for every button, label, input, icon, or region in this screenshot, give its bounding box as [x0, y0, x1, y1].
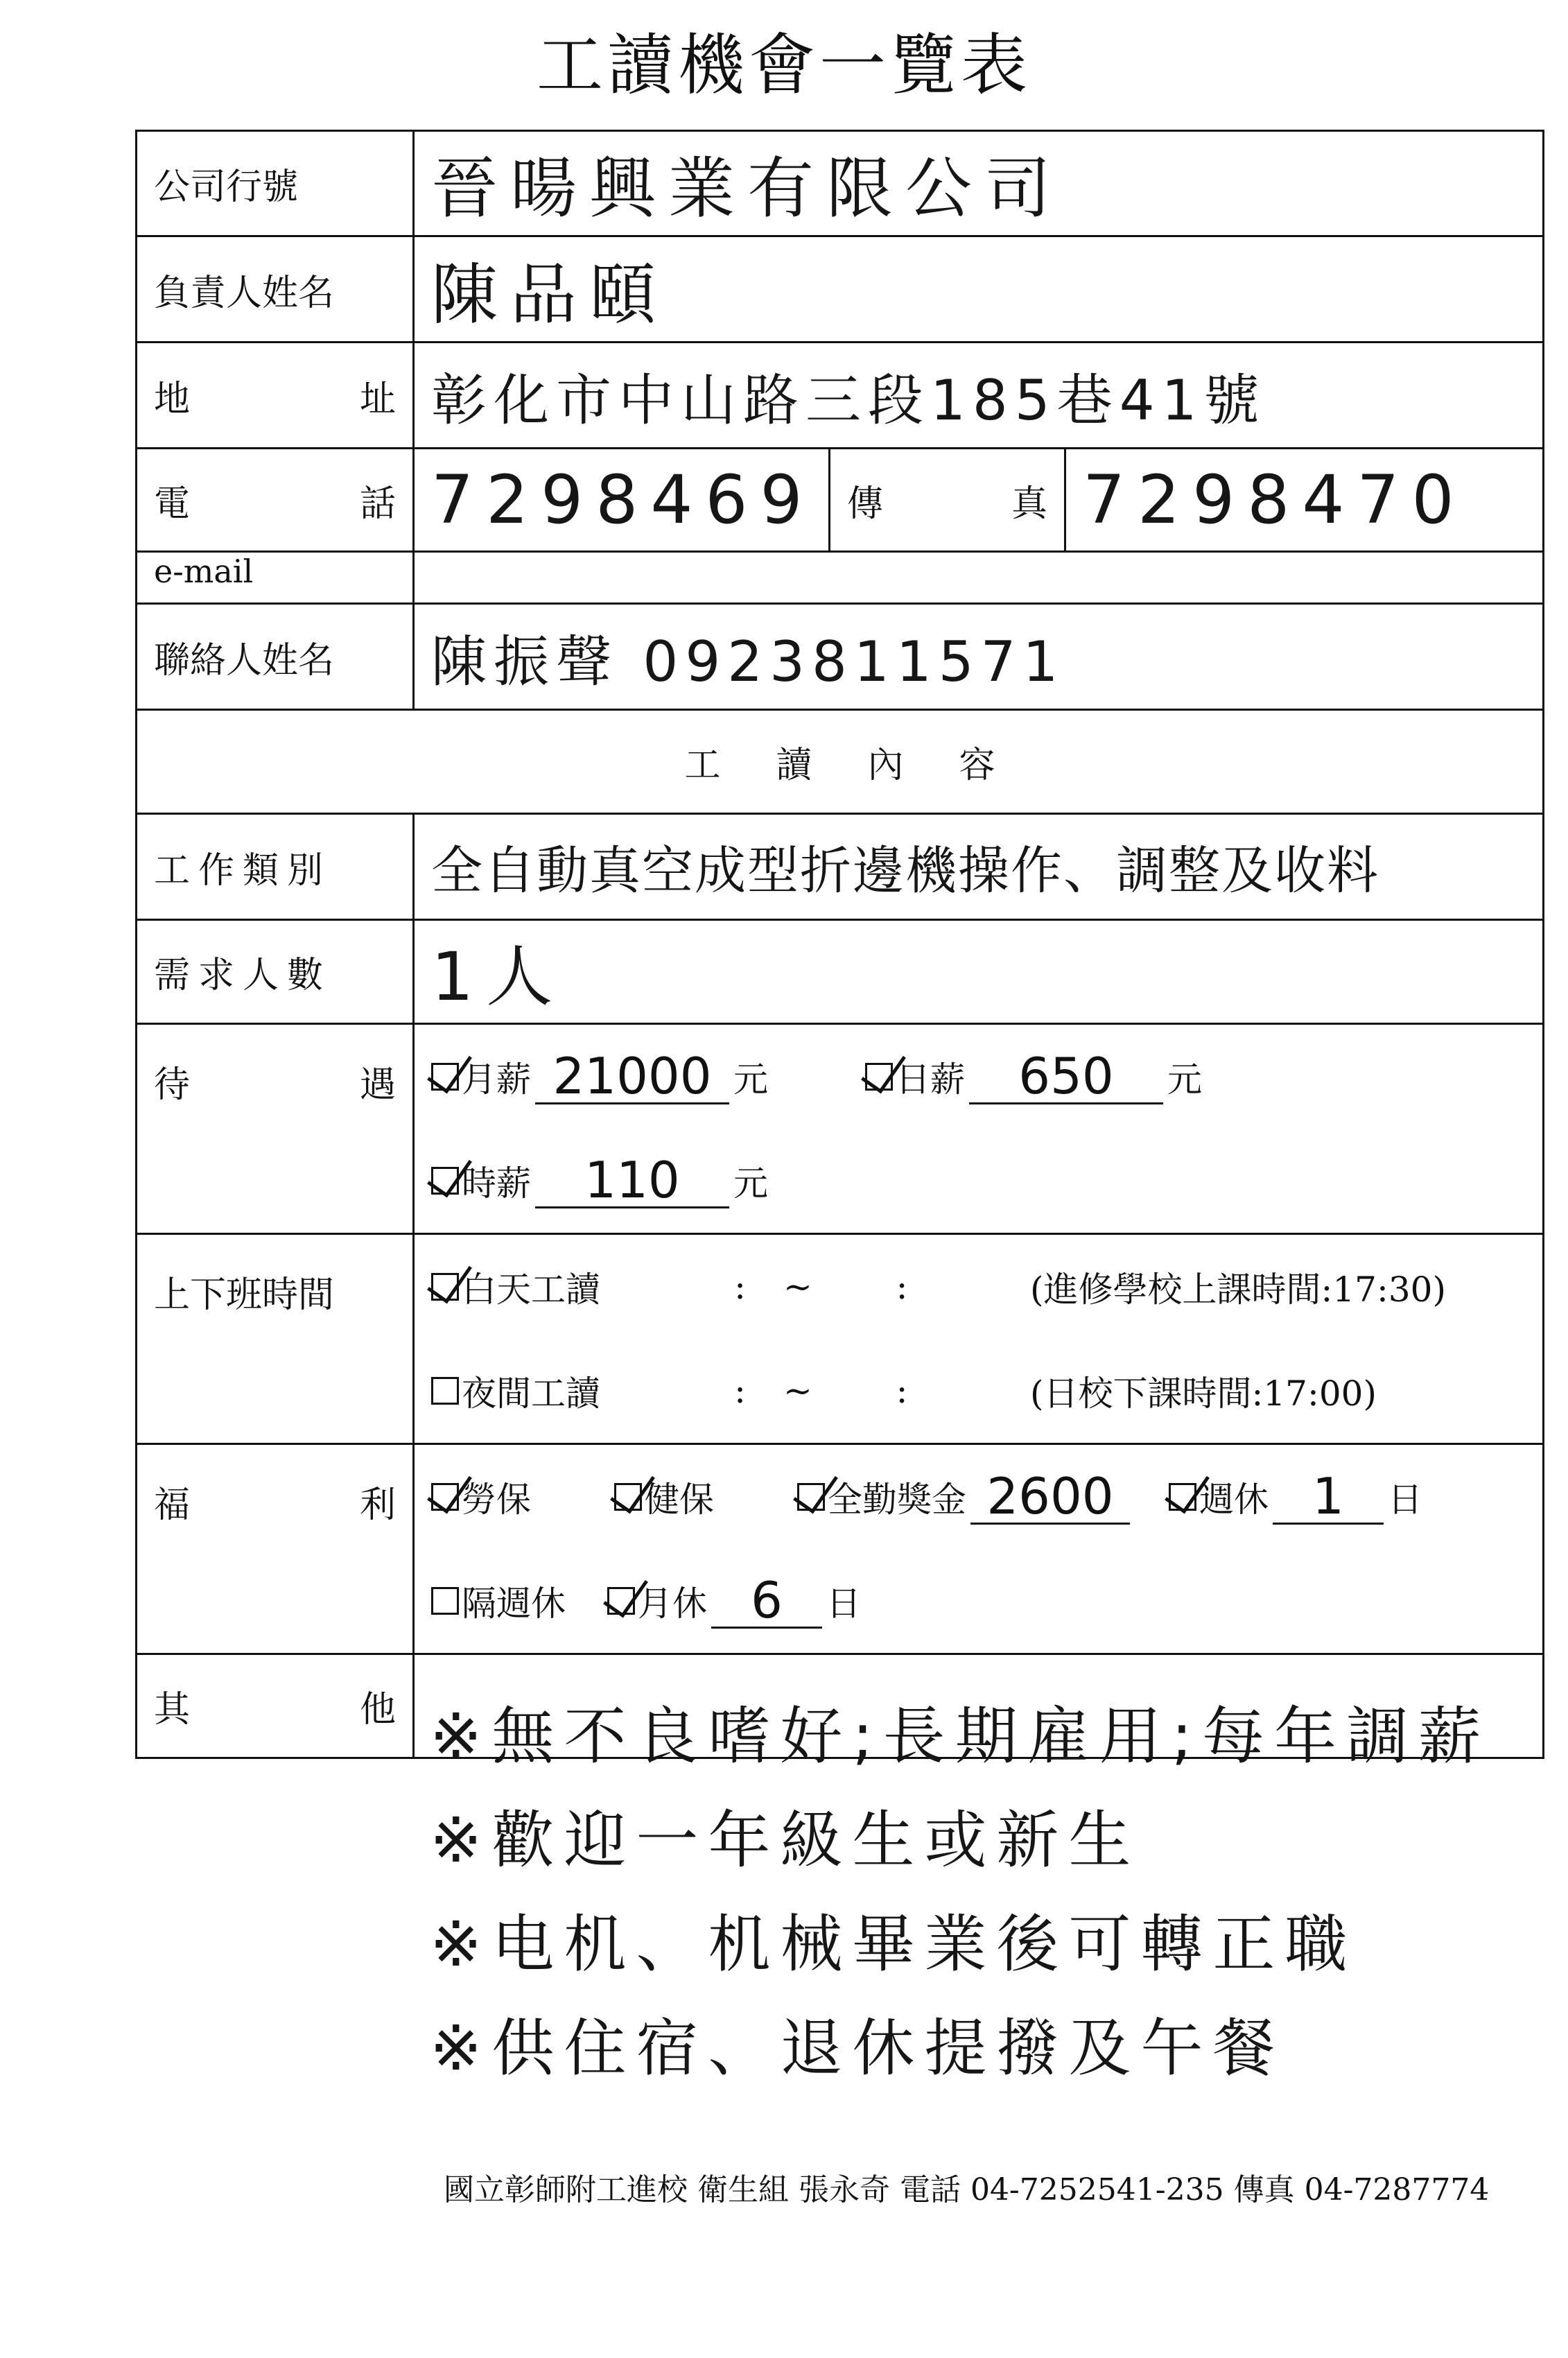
- fax-label: 傳 真: [830, 449, 1065, 552]
- email-label: e-mail: [137, 552, 414, 604]
- pay-options: [414, 1024, 1544, 1234]
- attendance-bonus-checkbox[interactable]: [797, 1483, 825, 1511]
- night-shift-label: 夜間工讀: [462, 1373, 600, 1414]
- job-type-value: 全自動真空成型折邊機操作、調整及收料: [414, 814, 1544, 920]
- other-note-3: ※电机、机械畢業後可轉正職: [430, 1908, 1357, 1981]
- hours-row: [137, 1234, 1544, 1444]
- other-note-4: ※供住宿、退休提撥及午餐: [430, 2012, 1285, 2085]
- weekly-off-value: 1: [1273, 1470, 1384, 1525]
- benefits-row: [137, 1444, 1544, 1654]
- monthly-off-value: 6: [711, 1574, 822, 1629]
- weekly-off-checkbox[interactable]: [1169, 1483, 1196, 1511]
- benefits-label: 福 利: [137, 1444, 414, 1654]
- section-heading: 工讀內容: [137, 710, 1544, 814]
- phone-value: 7298469: [414, 449, 830, 552]
- monthly-off-label: 月休: [638, 1584, 707, 1624]
- weekly-off-label: 週休: [1199, 1480, 1269, 1520]
- hourly-pay-unit: 元: [733, 1163, 768, 1204]
- weekly-off-unit: 日: [1388, 1480, 1422, 1520]
- hourly-pay-checkbox[interactable]: [431, 1167, 459, 1195]
- daily-pay-label: 日薪: [896, 1059, 965, 1100]
- contact-value: 陳振聲 0923811571: [414, 604, 1544, 710]
- other-note-2: ※歡迎一年級生或新生: [430, 1804, 1141, 1877]
- email-value: [414, 552, 1544, 604]
- owner-label: 負責人姓名: [137, 236, 414, 343]
- address-label: 地 址: [137, 343, 414, 449]
- night-tilde: ~: [783, 1371, 812, 1411]
- daily-pay-unit: 元: [1167, 1059, 1202, 1100]
- headcount-label: 需求人數: [137, 920, 414, 1024]
- labor-insurance-label: 勞保: [462, 1480, 531, 1520]
- hours-options: [414, 1234, 1544, 1444]
- job-type-row: [137, 814, 1544, 920]
- night-shift-note: (日校下課時間:17:00): [1030, 1373, 1377, 1414]
- contact-label: 聯絡人姓名: [137, 604, 414, 710]
- night-end-colon: :: [896, 1371, 908, 1411]
- section-heading-row: [137, 710, 1544, 814]
- hourly-pay-label: 時薪: [462, 1163, 531, 1204]
- day-start-colon: :: [734, 1267, 746, 1307]
- attendance-bonus-value: 2600: [970, 1470, 1130, 1525]
- owner-row: [137, 236, 1544, 343]
- phone-fax-row: [137, 449, 1544, 552]
- monthly-pay-unit: 元: [733, 1059, 768, 1100]
- company-label: 公司行號: [137, 131, 414, 236]
- biweekly-off-label: 隔週休: [462, 1584, 566, 1624]
- hourly-pay-value: 110: [535, 1154, 729, 1208]
- headcount-row: [137, 920, 1544, 1024]
- pay-label: 待 遇: [137, 1024, 414, 1234]
- owner-value: 陳品頤: [414, 236, 1544, 343]
- phone-label: 電 話: [137, 449, 414, 552]
- day-shift-label: 白天工讀: [462, 1269, 600, 1310]
- night-start-colon: :: [734, 1371, 746, 1411]
- company-row: [137, 131, 1544, 236]
- hours-label: 上下班時間: [137, 1234, 414, 1444]
- benefits-options: [414, 1444, 1544, 1654]
- headcount-value: 1人: [414, 920, 1544, 1024]
- company-value: 晉暘興業有限公司: [414, 131, 1544, 236]
- contact-row: [137, 604, 1544, 710]
- day-shift-checkbox[interactable]: [431, 1273, 459, 1301]
- address-value: 彰化市中山路三段185巷41號: [414, 343, 1544, 449]
- day-shift-note: (進修學校上課時間:17:30): [1030, 1269, 1446, 1310]
- monthly-pay-label: 月薪: [462, 1059, 531, 1100]
- daily-pay-value: 650: [969, 1050, 1163, 1104]
- day-tilde: ~: [783, 1267, 812, 1307]
- monthly-off-checkbox[interactable]: [607, 1587, 635, 1615]
- address-row: [137, 343, 1544, 449]
- attendance-bonus-label: 全勤獎金: [828, 1480, 966, 1520]
- daily-pay-checkbox[interactable]: [865, 1063, 893, 1091]
- pay-row: [137, 1024, 1544, 1234]
- labor-insurance-checkbox[interactable]: [431, 1483, 459, 1511]
- health-insurance-label: 健保: [645, 1480, 714, 1520]
- health-insurance-checkbox[interactable]: [614, 1483, 642, 1511]
- footer-contact: 國立彰師附工進校 衛生組 張永奇 電話 04-7252541-235 傳真 04-7287774: [444, 2172, 1490, 2208]
- monthly-off-unit: 日: [826, 1584, 861, 1624]
- monthly-pay-checkbox[interactable]: [431, 1063, 459, 1091]
- day-end-colon: :: [896, 1267, 908, 1307]
- night-shift-checkbox[interactable]: [431, 1377, 459, 1405]
- form-title: 工讀機會一覽表: [537, 26, 1031, 104]
- monthly-pay-value: 21000: [535, 1050, 729, 1104]
- email-row: [137, 552, 1544, 604]
- job-opportunity-form: [135, 130, 1544, 1759]
- other-label: 其 他: [137, 1654, 414, 1758]
- other-notes: [430, 1685, 1553, 2101]
- job-type-label: 工作類別: [137, 814, 414, 920]
- fax-value: 7298470: [1065, 449, 1544, 552]
- biweekly-off-checkbox[interactable]: [431, 1587, 459, 1615]
- other-note-1: ※無不良嗜好;長期雇用;每年調薪: [430, 1700, 1491, 1773]
